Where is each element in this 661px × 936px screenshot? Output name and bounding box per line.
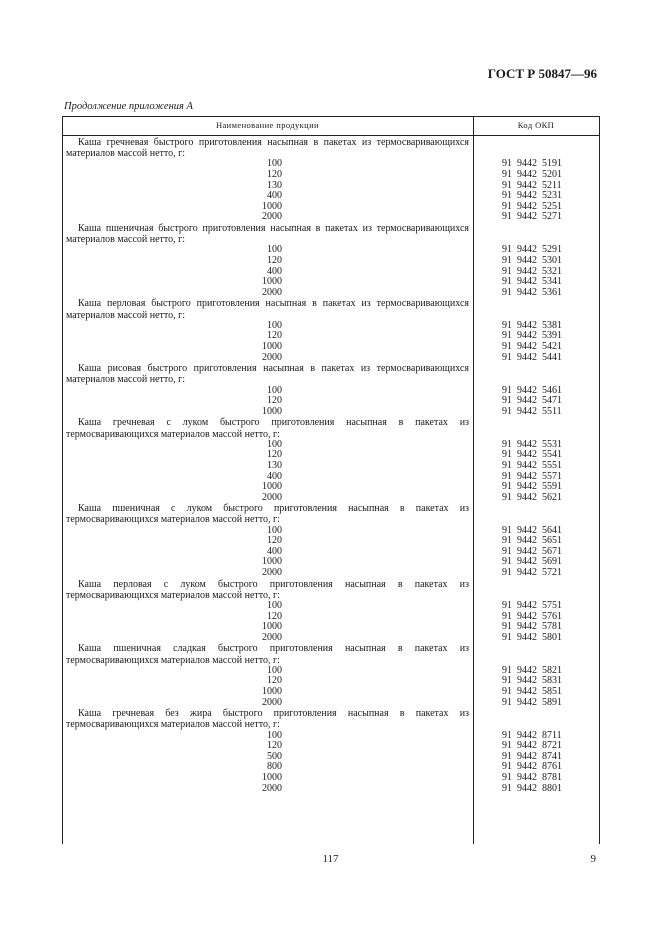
table-row	[62, 784, 600, 795]
table-row	[62, 212, 600, 223]
net-mass-value: 100	[267, 524, 282, 536]
okp-code-value: 91 9442 5531	[502, 438, 562, 450]
okp-code-value: 91 9442 8721	[502, 740, 562, 752]
net-mass-value: 1000	[262, 772, 282, 783]
table-row	[62, 342, 600, 353]
net-mass-value: 120	[267, 330, 282, 342]
table-row	[62, 407, 600, 418]
okp-code-value: 91 9442 5301	[502, 254, 562, 266]
okp-code-value: 91 9442 5831	[502, 675, 562, 687]
net-mass-value: 1000	[262, 340, 282, 352]
okp-code-value: 91 9442 5571	[502, 470, 562, 482]
product-group-description: Каша пшеничная с луком быстрого приготовления насыпная в пакетах из термосваривающихся материалов массой нетто, г:	[66, 503, 469, 526]
table-row	[62, 353, 600, 364]
net-mass-value: 1000	[262, 405, 282, 417]
okp-code-value: 91 9442 8741	[502, 750, 562, 762]
product-group-description: Каша пшеничная быстрого приготовления насыпная в пакетах из термосваривающихся материалов массой нетто, г:	[66, 222, 469, 246]
okp-code-value: 91 9442 5691	[502, 556, 562, 568]
product-group-description: Каша гречневая с луком быстрого приготовления насыпная в пакетах из термосваривающихся материалов массой нетто, г:	[66, 417, 469, 440]
okp-code-value: 91 9442 5441	[502, 351, 562, 363]
okp-code-value: 91 9442 5321	[502, 265, 562, 277]
net-mass-value: 100	[267, 384, 282, 396]
okp-code-value: 91 9442 5341	[502, 276, 562, 288]
net-mass-value: 130	[267, 459, 282, 471]
table-row	[62, 170, 600, 181]
net-mass-value: 1000	[262, 200, 282, 212]
okp-code-value: 91 9442 5891	[502, 696, 562, 708]
table-row	[62, 256, 600, 267]
product-group-description: Каша гречневая быстрого приготовления насыпная в пакетах из термосваривающихся материалов массой нетто, г:	[66, 137, 469, 160]
okp-code-value: 91 9442 5641	[502, 524, 562, 536]
okp-code-value: 91 9442 5361	[502, 286, 562, 298]
net-mass-value: 2000	[262, 631, 282, 643]
product-group	[62, 579, 600, 644]
okp-code-value: 91 9442 5541	[502, 449, 562, 461]
net-mass-value: 1000	[262, 621, 282, 633]
okp-code-value: 91 9442 8801	[502, 782, 562, 794]
net-mass-value: 120	[267, 169, 282, 180]
table-row	[62, 461, 600, 472]
net-mass-value: 800	[267, 761, 282, 773]
net-mass-value: 100	[267, 244, 282, 256]
product-code-table	[62, 116, 600, 844]
net-mass-value: 120	[267, 740, 282, 752]
net-mass-value: 100	[267, 319, 282, 331]
net-mass-value: 1000	[262, 556, 282, 568]
net-mass-value: 120	[267, 254, 282, 266]
okp-code-value: 91 9442 5781	[502, 621, 562, 633]
net-mass-value: 120	[267, 449, 282, 461]
net-mass-value: 1000	[262, 686, 282, 698]
sheet-number: 9	[590, 853, 596, 865]
table-top-rule	[62, 116, 600, 117]
net-mass-value: 500	[267, 750, 282, 762]
document-code: ГОСТ Р 50847—96	[487, 66, 597, 81]
okp-code-value: 91 9442 5391	[502, 330, 562, 342]
net-mass-value: 1000	[262, 276, 282, 288]
okp-code-value: 91 9442 5271	[502, 211, 562, 223]
net-mass-value: 120	[267, 610, 282, 622]
net-mass-value: 120	[267, 535, 282, 547]
okp-code-value: 91 9442 5291	[502, 244, 562, 256]
okp-code-value: 91 9442 5621	[502, 491, 562, 503]
okp-code-value: 91 9442 5381	[502, 319, 562, 331]
net-mass-value: 400	[267, 545, 282, 557]
product-group-description: Каша перловая с луком быстрого приготовления насыпная в пакетах из термосваривающихся материалов массой нетто, г:	[66, 578, 469, 601]
okp-code-value: 91 9442 5651	[502, 535, 562, 547]
okp-code-value: 91 9442 5211	[502, 179, 562, 191]
table-row	[62, 698, 600, 709]
okp-code-value: 91 9442 5511	[502, 405, 562, 417]
net-mass-value: 130	[267, 179, 282, 191]
okp-code-value: 91 9442 5191	[502, 158, 562, 170]
net-mass-value: 100	[267, 438, 282, 450]
net-mass-value: 2000	[262, 491, 282, 503]
net-mass-value: 2000	[262, 782, 282, 794]
okp-code-value: 91 9442 5251	[502, 200, 562, 212]
okp-code-value: 91 9442 5461	[502, 384, 562, 396]
table-body	[62, 137, 600, 794]
net-mass-value: 2000	[262, 351, 282, 363]
product-group	[62, 298, 600, 363]
column-header-product-name: Наименование продукции	[215, 120, 320, 130]
table-row	[62, 568, 600, 579]
net-mass-value: 120	[267, 675, 282, 687]
net-mass-value: 100	[267, 664, 282, 676]
table-row	[62, 288, 600, 299]
table-header-rule	[62, 135, 600, 136]
product-group-description: Каша рисовая быстрого приготовления насыпная в пакетах из термосваривающихся материалов массой нетто, г:	[66, 363, 469, 386]
product-group	[62, 708, 600, 794]
net-mass-value: 2000	[262, 696, 282, 708]
okp-code-value: 91 9442 8711	[502, 729, 562, 741]
column-header-okp-code: Код ОКП	[517, 120, 555, 130]
product-group	[62, 503, 600, 578]
okp-code-value: 91 9442 5721	[502, 567, 562, 579]
net-mass-value: 2000	[262, 567, 282, 579]
net-mass-value: 100	[267, 600, 282, 612]
product-group	[62, 137, 600, 223]
page-number: 117	[322, 853, 339, 865]
okp-code-value: 91 9442 5551	[502, 459, 562, 471]
okp-code-value: 91 9442 8781	[502, 772, 562, 783]
okp-code-value: 91 9442 8761	[502, 761, 562, 773]
product-group	[62, 417, 600, 503]
okp-code-value: 91 9442 5821	[502, 664, 562, 676]
okp-code-value: 91 9442 5201	[502, 169, 562, 180]
continuation-caption: Продолжение приложения А	[64, 101, 193, 112]
table-row	[62, 633, 600, 644]
okp-code-value: 91 9442 5851	[502, 686, 562, 698]
product-group-description: Каша перловая быстрого приготовления насыпная в пакетах из термосваривающихся материалов массой нетто, г:	[66, 298, 469, 321]
net-mass-value: 100	[267, 158, 282, 170]
net-mass-value: 400	[267, 190, 282, 202]
okp-code-value: 91 9442 5471	[502, 395, 562, 407]
product-group	[62, 363, 600, 417]
net-mass-value: 120	[267, 395, 282, 407]
net-mass-value: 2000	[262, 286, 282, 298]
table-row	[62, 493, 600, 504]
net-mass-value: 2000	[262, 211, 282, 223]
product-group-description: Каша пшеничная сладкая быстрого приготовления насыпная в пакетах из термосваривающихся материалов массой нетто, г:	[66, 643, 469, 666]
okp-code-value: 91 9442 5761	[502, 610, 562, 622]
product-group-description: Каша гречневая без жира быстрого приготовления насыпная в пакетах из термосваривающихся материалов массой нетто, г:	[66, 708, 469, 731]
product-group	[62, 223, 600, 298]
okp-code-value: 91 9442 5671	[502, 545, 562, 557]
net-mass-value: 400	[267, 470, 282, 482]
okp-code-value: 91 9442 5801	[502, 631, 562, 643]
product-group	[62, 643, 600, 708]
okp-code-value: 91 9442 5421	[502, 340, 562, 352]
okp-code-value: 91 9442 5231	[502, 190, 562, 202]
net-mass-value: 400	[267, 265, 282, 277]
table-row	[62, 773, 600, 784]
net-mass-value: 1000	[262, 481, 282, 493]
net-mass-value: 100	[267, 729, 282, 741]
okp-code-value: 91 9442 5751	[502, 600, 562, 612]
okp-code-value: 91 9442 5591	[502, 481, 562, 493]
